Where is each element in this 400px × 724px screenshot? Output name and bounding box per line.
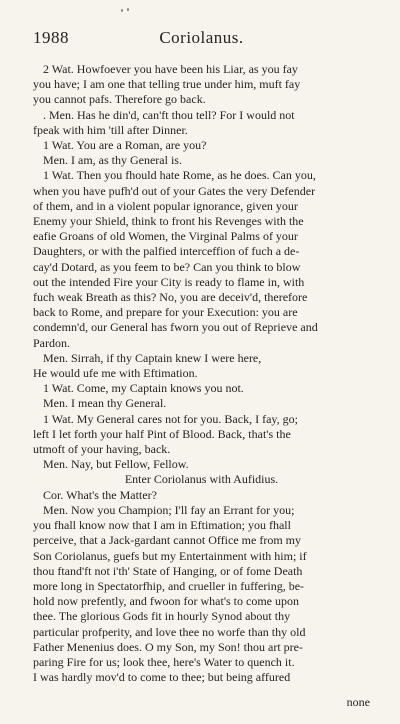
play-title: Coriolanus.: [159, 28, 244, 47]
text-line: back to Rome, and prepare for your Execution: you are: [33, 305, 298, 320]
text-line: eafie Groans of old Women, the Virginal Palms of your: [33, 229, 298, 244]
ink-speck: [127, 8, 129, 11]
speech-line: . Men. Has he din'd, can'ft thou tell? For I would not: [43, 107, 295, 122]
play-text: [33, 62, 370, 685]
text-line: of them, and in a violent popular ignorance, given your: [33, 198, 298, 213]
text-line: Enemy your Shield, think to front his Revenges with the: [33, 214, 304, 229]
speech-line: 1 Wat. My General cares not for you. Back, I fay, go;: [43, 411, 298, 426]
speech-line: Men. Sirrah, if thy Captain knew I were here,: [43, 350, 262, 365]
speech-line: 2 Wat. Howfoever you have been his Liar, as you fay: [43, 62, 298, 76]
ink-speck: [121, 9, 123, 12]
speech-line: Men. Now you Champion; I'll fay an Errant for you;: [43, 502, 295, 517]
speech-line: 1 Wat. Come, my Captain knows you not.: [43, 381, 244, 396]
text-line: left I let forth your half Pint of Blood. Back, that's the: [33, 426, 291, 441]
text-line: you have; I am one that telling true under him, muft fay: [33, 77, 301, 92]
text-line: Daughters, or with the palfied interceffion of fuch a de-: [33, 244, 300, 259]
text-line: cay'd Dotard, as you feem to be? Can you think to blow: [33, 259, 301, 274]
text-line: more long in Spectatorfhip, and crueller in fuffering, be-: [33, 578, 305, 593]
text-line: particular profperity, and love thee no worfe than thy old: [33, 624, 306, 639]
text-line: Father Menenius does. O my Son, my Son! thou art pre-: [33, 639, 303, 654]
text-line: utmoft of your having, back.: [33, 442, 171, 457]
text-line: hold now prefently, and fwoon for what's to come upon: [33, 594, 299, 609]
text-line: paring Fire for us; look thee, here's Water to quench it.: [33, 654, 295, 669]
text-line: condemn'd, our General has fworn you out of Reprieve and: [33, 320, 318, 335]
text-line: you fhall know now that I am in Eftimation; you fhall: [33, 518, 291, 533]
speech-line: Men. I mean thy General.: [43, 396, 167, 411]
text-line: fuch weak Breath as this? No, you are deceiv'd, therefore: [33, 290, 308, 305]
speech-line: Cor. What's the Matter?: [43, 487, 157, 502]
catchword: none: [346, 695, 370, 709]
speech-line: 1 Wat. You are a Roman, are you?: [43, 138, 207, 153]
text-line: fpeak with him 'till after Dinner.: [33, 122, 188, 137]
speech-line: Men. Nay, but Fellow, Fellow.: [43, 457, 189, 472]
text-line: perceive, that a Jack-gardant cannot Office me from my: [33, 533, 301, 548]
text-line: Son Coriolanus, guefs but my Entertainment with him; if: [33, 548, 307, 563]
stage-direction: Enter Coriolanus with Aufidius.: [124, 472, 279, 487]
text-line: you cannot pafs. Therefore go back.: [33, 92, 206, 107]
speech-line: Men. I am, as thy General is.: [43, 153, 182, 168]
text-line: thou ftand'ft not i'th' State of Hanging, or of fome Death: [33, 563, 303, 578]
text-line: He would ufe me with Eftimation.: [33, 366, 198, 381]
text-line: out the intended Fire your City is ready to flame in, with: [33, 274, 305, 289]
text-line: when you have pufh'd out of your Gates the very Defender: [33, 183, 316, 198]
running-header: [33, 28, 370, 50]
page-number: 1988: [33, 28, 69, 47]
text-line: I was hardly mov'd to come to thee; but being affured: [33, 670, 291, 685]
text-line: thee. The glorious Gods fit in hourly Synod about thy: [33, 609, 291, 624]
text-line: Pardon.: [33, 335, 70, 350]
speech-line: 1 Wat. Then you fhould hate Rome, as he does. Can you,: [43, 168, 316, 183]
